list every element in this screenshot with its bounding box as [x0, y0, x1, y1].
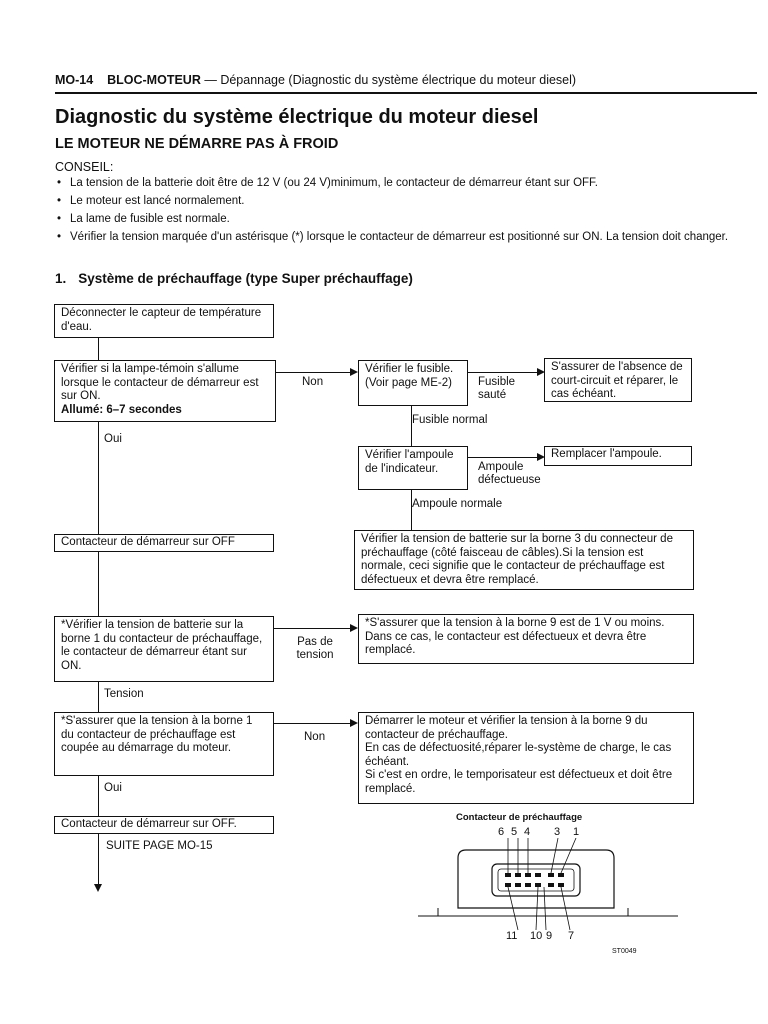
step-check-terminal1: *Vérifier la tension de batterie sur la borne 1 du contacteur de préchauffage, le contacteur de démarreur étant sur ON.: [54, 616, 274, 682]
page-title: Diagnostic du système électrique du moteur diesel: [55, 106, 539, 128]
page-header: [55, 73, 576, 87]
label-pas-de-tension: Pas de tension: [296, 636, 334, 661]
pin-label-4: 4: [524, 826, 531, 838]
connector-line: [274, 723, 352, 724]
pin-label-10: 10: [530, 930, 543, 942]
label-oui-2: Oui: [104, 782, 122, 794]
pin-label-11: 11: [506, 930, 518, 942]
step-replace-bulb: Remplacer l'ampoule.: [544, 446, 692, 466]
connector-line: [274, 628, 352, 629]
label-fusible-normal: Fusible normal: [412, 414, 488, 426]
label-oui: Oui: [104, 433, 122, 445]
conseil-item: • La tension de la batterie doit être de 12 V (ou 24 V)minimum, le contacteur de démarreur étant sur OFF.: [55, 176, 755, 190]
connector-line: [98, 422, 99, 534]
pin-label-7: 7: [568, 930, 575, 942]
step-check-terminal9: *S'assurer que la tension à la borne 9 est de 1 V ou moins. Dans ce cas, le contacteur est défectueux et devra être remplacé.: [358, 614, 694, 664]
arrow-down: [94, 884, 102, 892]
page-subtitle: LE MOTEUR NE DÉMARRE PAS À FROID: [55, 136, 339, 152]
conseil-item: • Le moteur est lancé normalement.: [55, 194, 755, 208]
label-fusible-saute: Fusible sauté: [478, 376, 516, 401]
label-tension: Tension: [104, 688, 144, 700]
arrow-right: [350, 368, 358, 376]
header-section: BLOC-MOTEUR: [107, 73, 201, 87]
step-check-lamp: [54, 360, 276, 422]
pin-label-1: 1: [573, 826, 580, 838]
pin-label-6: 6: [498, 826, 505, 838]
step-check-fuse: Vérifier le fusible.(Voir page ME-2): [358, 360, 468, 406]
label-non-2: Non: [304, 731, 326, 743]
conseil-item: • La lame de fusible est normale.: [55, 212, 755, 226]
label-ampoule-defectueuse: Ampoule défectueuse: [478, 461, 541, 486]
step-starter-off: Contacteur de démarreur sur OFF: [54, 534, 274, 552]
figure-code: ST0049: [612, 948, 637, 955]
step-check-short-circuit: S'assurer de l'absence de court-circuit et réparer, le cas échéant.: [544, 358, 692, 402]
connector-line: [98, 338, 99, 360]
header-subtitle: — Dépannage (Diagnostic du système électrique du moteur diesel): [204, 73, 577, 87]
conseil-list: [55, 176, 755, 248]
step-starter-off-2: Contacteur de démarreur sur OFF.: [54, 816, 274, 834]
section-title: Système de préchauffage (type Super préchauffage): [78, 271, 413, 286]
step-check-lamp-timing: Allumé: 6–7 secondes: [61, 403, 182, 416]
section-number: 1.: [55, 271, 67, 286]
arrow-right: [350, 624, 358, 632]
pin-label-5: 5: [511, 826, 518, 838]
pin-label-9: 9: [546, 930, 553, 942]
diagram-title: Contacteur de préchauffage: [456, 812, 583, 823]
step-check-lamp-text: Vérifier si la lampe-témoin s'allume lorsque le contacteur de démarreur est sur ON.: [61, 363, 259, 402]
connector-line: [98, 682, 99, 712]
step-check-bulb: Vérifier l'ampoule de l'indicateur.: [358, 446, 468, 490]
step-check-battery-terminal3: Vérifier la tension de batterie sur la borne 3 du connecteur de préchauffage (côté faisceau de câbles).Si la tension est normale, ceci signifie que le contacteur de préchauffage est défectueux et devra être remplacé.: [354, 530, 694, 590]
arrow-right: [350, 719, 358, 727]
connector-line: [468, 457, 540, 458]
step-start-engine: Démarrer le moteur et vérifier la tension à la borne 9 du contacteur de préchauffage. En cas de défectuosité,réparer le-système de charge, le cas échéant. Si c'est en ordre, le temporisateur est défectueux et doit être remplacé.: [358, 712, 694, 804]
connector-line: [98, 834, 99, 886]
connector-line: [98, 550, 99, 616]
header-rule: [55, 92, 757, 94]
conseil-item: • Vérifier la tension marquée d'un astérisque (*) lorsque le contacteur de démarreur est positionné sur ON. La tension doit changer.: [55, 230, 755, 244]
label-ampoule-normale: Ampoule normale: [412, 498, 503, 510]
glow-switch-connector-diagram: [418, 838, 678, 938]
step-verify-cutoff: *S'assurer que la tension à la borne 1 du contacteur de préchauffage est coupée au démarrage du moteur.: [54, 712, 274, 776]
page-number: MO-14: [55, 73, 94, 87]
pin-label-3: 3: [554, 826, 561, 838]
section-heading: [55, 271, 425, 286]
label-non: Non: [302, 376, 324, 388]
step-disconnect-sensor: Déconnecter le capteur de température d'eau.: [54, 304, 274, 338]
conseil-label: CONSEIL:: [55, 160, 114, 174]
connector-line: [276, 372, 354, 373]
connector-line: [468, 372, 540, 373]
continue-note: SUITE PAGE MO-15: [106, 840, 213, 852]
connector-line: [98, 776, 99, 816]
